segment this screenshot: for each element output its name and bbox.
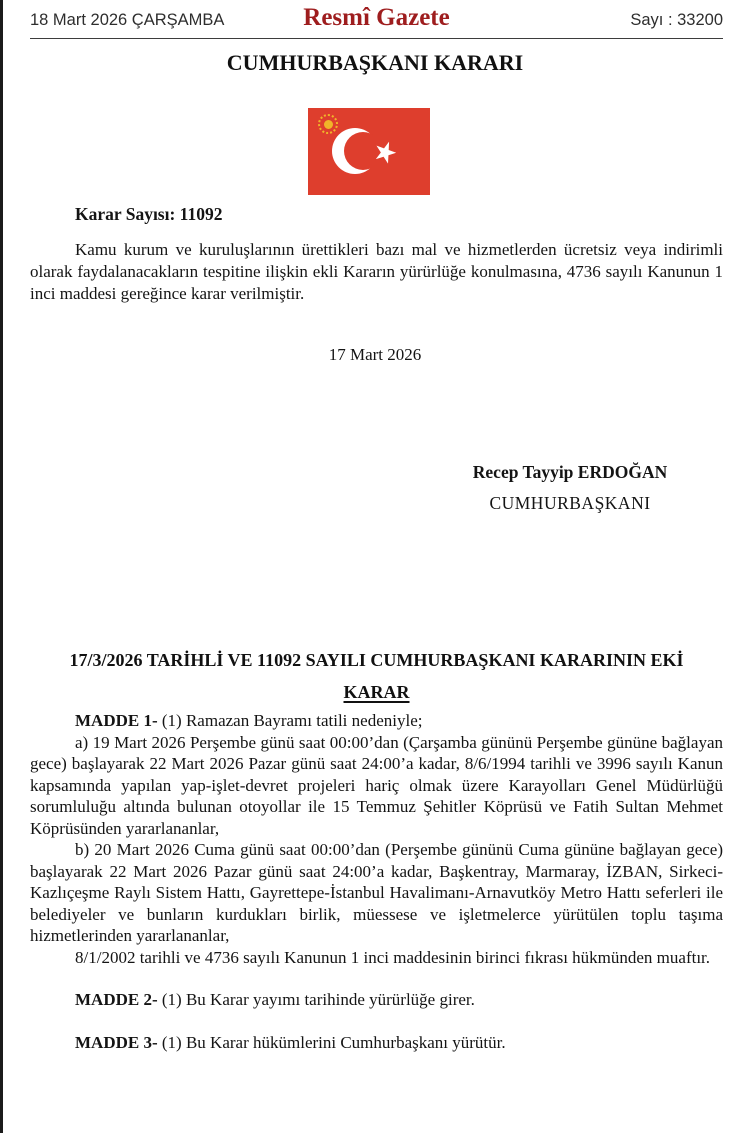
article-2: MADDE 2- (1) Bu Karar yayımı tarihinde yürürlüğe girer. bbox=[75, 990, 475, 1009]
annex-body bbox=[30, 710, 723, 1053]
turkish-flag-icon bbox=[308, 108, 430, 195]
signature-block bbox=[420, 462, 720, 514]
decree-number: Karar Sayısı: 11092 bbox=[75, 204, 223, 224]
article-1-intro: MADDE 1- (1) Ramazan Bayramı tatili nedeniyle; bbox=[75, 711, 423, 730]
header-divider bbox=[30, 38, 723, 39]
masthead-title: Resmî Gazete bbox=[303, 4, 450, 31]
decree-body-paragraph: Kamu kurum ve kuruluşlarının ürettikleri bazı mal ve hizmetlerden ücretsiz veya indirimli olarak faydalanacakların tespitine ilişkin ekli Kararın yürürlüğe konulmasına, 4736 sayılı Kanunun 1 inci maddesi gereğince karar verilmiştir. bbox=[30, 240, 723, 303]
decree-date: 17 Mart 2026 bbox=[328, 345, 422, 364]
header-issue-number: Sayı : 33200 bbox=[630, 11, 723, 29]
article-1-item-a: a) 19 Mart 2026 Perşembe günü saat 00:00’dan (Çarşamba gününü Perşembe gününe bağlayan gece) başlayarak 22 Mart 2026 Pazar günü saat 24:00’a kadar, 8/6/1994 tarihli ve 3996 sayılı Kanun kapsamında yapılan yap-işlet-devret projeleri hariç olmak üzere Karayolları Genel Müdürlüğü sorumluluğu altında bulunan otoyollar ile 15 Temmuz Şehitler Köprüsü ve Fatih Sultan Mehmet Köprüsünden yararlananlar, bbox=[30, 732, 723, 838]
crescent-cutout bbox=[344, 132, 382, 170]
article-1-closing: 8/1/2002 tarihli ve 4736 sayılı Kanunun 1 inci maddesinin birinci fıkrası hükmünden muaftır. bbox=[75, 947, 711, 967]
article-1-item-b: b) 20 Mart 2026 Cuma günü saat 00:00’dan (Perşembe gününü Cuma gününe bağlayan gece) başlayarak 22 Mart 2026 Pazar günü saat 24:00’a kadar, Başkentray, Marmaray, İZBAN, Sirkeci-Kazlıçeşme Raylı Sistem Hattı, Gayrettepe-İstanbul Havalimanı-Arnavutköy Metro Hattı seferleri ile belediyeler ve bunların kurdukları birlik, müessese ve işletmelerce yürütülen toplu taşıma hizmetlerinden yararlananlar, bbox=[30, 840, 723, 945]
annex-heading-karar: KARAR bbox=[343, 682, 410, 702]
signatory-title: CUMHURBAŞKANI bbox=[489, 493, 651, 513]
header-date: 18 Mart 2026 ÇARŞAMBA bbox=[30, 11, 225, 29]
signatory-name: Recep Tayyip ERDOĞAN bbox=[472, 462, 668, 482]
article-2-label: MADDE 2- bbox=[75, 990, 158, 1009]
annex-heading-line1: 17/3/2026 TARİHLİ VE 11092 SAYILI CUMHURBAŞKANI KARARININ EKİ bbox=[69, 650, 684, 670]
presidential-seal-icon bbox=[318, 114, 338, 134]
article-1-label: MADDE 1- bbox=[75, 711, 158, 730]
article-3-label: MADDE 3- bbox=[75, 1032, 158, 1052]
decree-title: CUMHURBAŞKANI KARARI bbox=[226, 50, 524, 75]
seal-sun-icon bbox=[324, 120, 333, 129]
annex-heading bbox=[30, 648, 723, 704]
page-left-border bbox=[0, 0, 3, 1133]
gazette-header bbox=[30, 6, 723, 38]
article-3: MADDE 3- (1) Bu Karar hükümlerini Cumhurbaşkanı yürütür. bbox=[75, 1032, 506, 1052]
